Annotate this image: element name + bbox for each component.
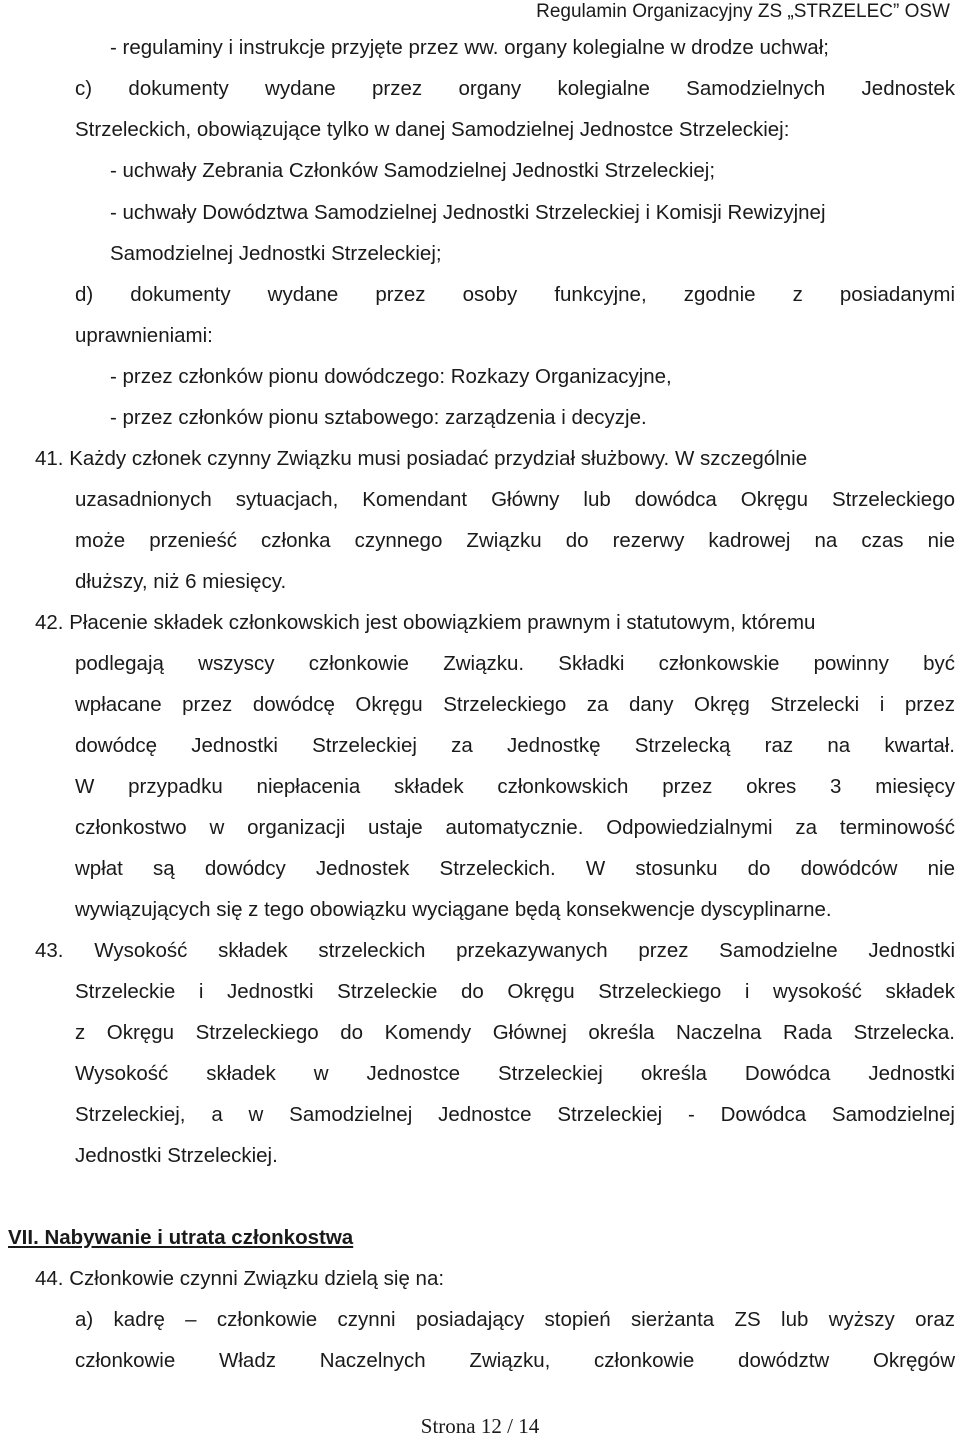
text-line: dowódcę Jednostki Strzeleckiej za Jednostkę Strzelecką raz na kwartał.	[75, 734, 955, 757]
text-line: uzasadnionych sytuacjach, Komendant Główny lub dowódca Okręgu Strzeleckiego	[75, 488, 955, 511]
text-line: 43. Wysokość składek strzeleckich przekazywanych przez Samodzielne Jednostki	[35, 939, 955, 962]
text-line: 44. Członkowie czynni Związku dzielą się na:	[35, 1267, 445, 1290]
text-line: członkostwo w organizacji ustaje automatycznie. Odpowiedzialnymi za terminowość	[75, 816, 955, 839]
text-line: Strzeleckich, obowiązujące tylko w danej Samodzielnej Jednostce Strzeleckiej:	[75, 118, 790, 141]
text-line: W przypadku niepłacenia składek członkowskich przez okres 3 miesięcy	[75, 775, 955, 798]
text-line: Samodzielnej Jednostki Strzeleckiej;	[110, 242, 442, 265]
text-line: Strzeleckie i Jednostki Strzeleckie do Okręgu Strzeleckiego i wysokość składek	[75, 980, 955, 1003]
text-line: - przez członków pionu dowódczego: Rozkazy Organizacyjne,	[110, 365, 672, 388]
text-line: dłuższy, niż 6 miesięcy.	[75, 570, 287, 593]
text-line: wpłacane przez dowódcę Okręgu Strzeleckiego za dany Okręg Strzelecki i przez	[75, 693, 955, 716]
text-line: wpłat są dowódcy Jednostek Strzeleckich. W stosunku do dowódców nie	[75, 857, 955, 880]
text-line: członkowie Władz Naczelnych Związku, członkowie dowództw Okręgów	[75, 1349, 955, 1372]
text-line: Strzeleckiej, a w Samodzielnej Jednostce Strzeleckiej - Dowódca Samodzielnej	[75, 1103, 955, 1126]
text-line: a) kadrę – członkowie czynni posiadający stopień sierżanta ZS lub wyższy oraz	[75, 1308, 955, 1331]
text-line: z Okręgu Strzeleckiego do Komendy Głównej określa Naczelna Rada Strzelecka.	[75, 1021, 955, 1044]
page-number: Strona 12 / 14	[420, 1414, 540, 1438]
text-line: 42. Płacenie składek członkowskich jest obowiązkiem prawnym i statutowym, któremu	[35, 611, 816, 634]
section-heading: VII. Nabywanie i utrata członkostwa	[8, 1226, 354, 1249]
text-line: 41. Każdy członek czynny Związku musi posiadać przydział służbowy. W szczególnie	[35, 447, 808, 470]
running-header: Regulamin Organizacyjny ZS „STRZELEC” OSW	[536, 1, 950, 22]
text-line: - przez członków pionu sztabowego: zarządzenia i decyzje.	[110, 406, 647, 429]
text-line: wywiązujących się z tego obowiązku wyciągane będą konsekwencje dyscyplinarne.	[75, 898, 832, 921]
text-line: Wysokość składek w Jednostce Strzeleckiej określa Dowódca Jednostki	[75, 1062, 955, 1085]
text-line: - uchwały Dowództwa Samodzielnej Jednostki Strzeleckiej i Komisji Rewizyjnej	[110, 201, 826, 224]
text-line: podlegają wszyscy członkowie Związku. Składki członkowskie powinny być	[75, 652, 955, 675]
text-line: d) dokumenty wydane przez osoby funkcyjne, zgodnie z posiadanymi	[75, 283, 955, 306]
text-line: - regulaminy i instrukcje przyjęte przez ww. organy kolegialne w drodze uchwał;	[110, 36, 829, 59]
text-line: c) dokumenty wydane przez organy kolegialne Samodzielnych Jednostek	[75, 77, 955, 100]
text-line: może przenieść członka czynnego Związku do rezerwy kadrowej na czas nie	[75, 529, 955, 552]
text-line: Jednostki Strzeleckiej.	[75, 1144, 278, 1167]
text-line: - uchwały Zebrania Członków Samodzielnej Jednostki Strzeleckiej;	[110, 159, 716, 182]
text-line: uprawnieniami:	[75, 324, 213, 347]
